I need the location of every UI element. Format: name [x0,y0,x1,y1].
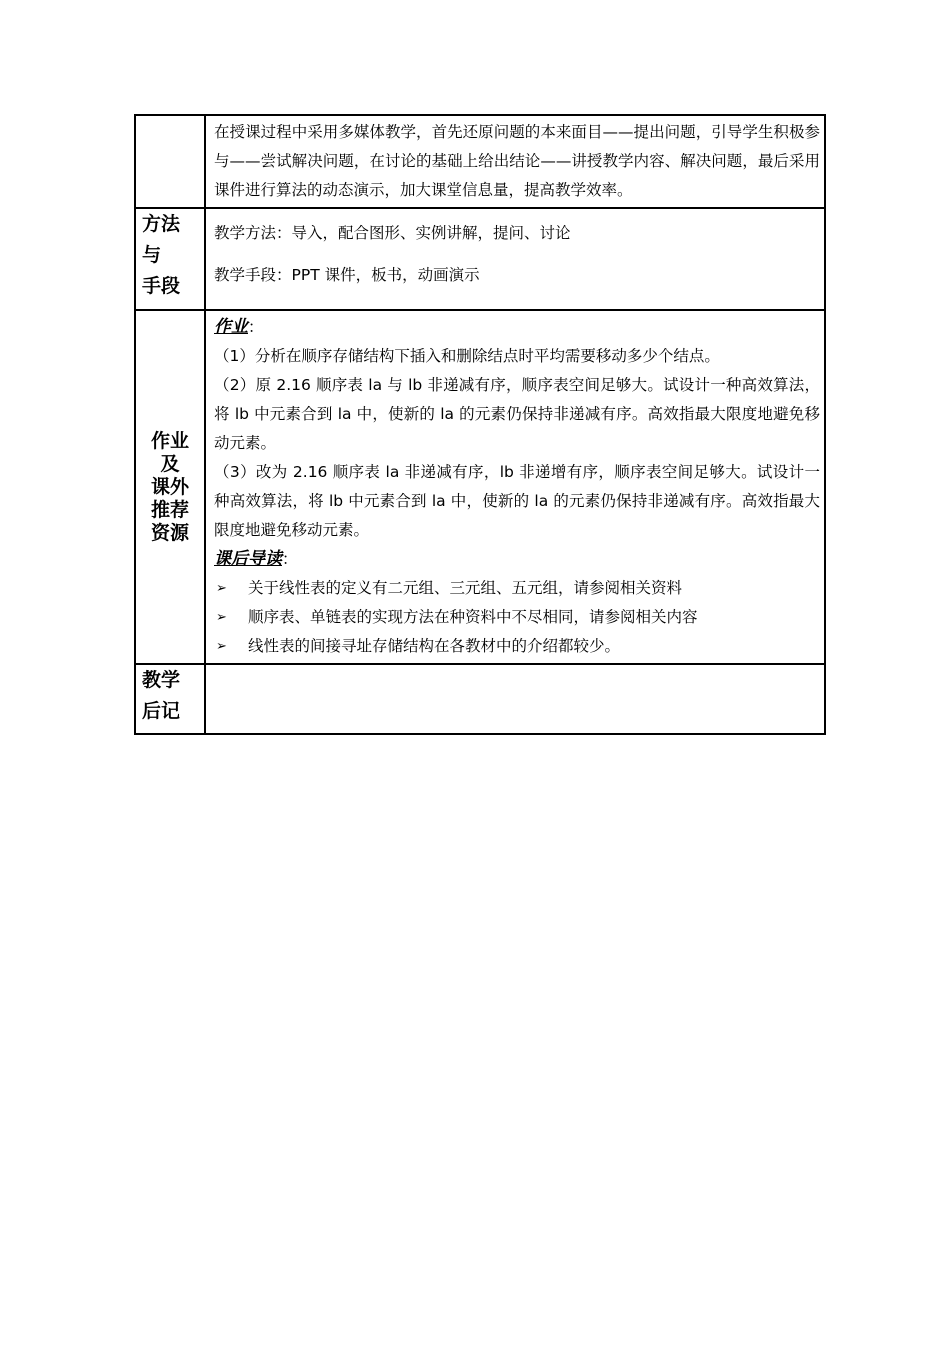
teaching-approach-row [135,115,825,208]
homework-row [135,310,825,664]
method-content [205,208,825,310]
method-label-line1: 方法 [142,213,181,235]
teaching-means-text: 教学手段：PPT 课件，板书，动画演示 [214,266,480,284]
teaching-approach-content [205,115,825,208]
homework-item-2: （2）原 2.16 顺序表 la 与 lb 非递减有序，顺序表空间足够大。试设计一种高效算法，将 lb 中元素合到 la 中，使新的 la 的元素仍保持非递减有序。高效指最大限度地避免移动元素。 [214,376,820,452]
homework-label-line3: 课外 [150,475,189,498]
homework-colon: ： [248,318,264,336]
reading-item [214,603,820,632]
method-label-line3: 手段 [142,275,181,297]
reading-item [214,632,820,661]
method-row [135,208,825,310]
homework-item-1: （1）分析在顺序存储结构下插入和删除结点时平均需要移动多少个结点。 [214,347,720,365]
homework-label-line1: 作业 [150,429,189,452]
reading-item [214,574,820,603]
method-label-line2: 与 [142,244,162,266]
lesson-plan-table [134,114,826,735]
homework-label [135,310,205,664]
postscript-label-line1: 教学 [142,669,181,691]
postscript-label-line2: 后记 [142,700,181,722]
reading-item-text: 关于线性表的定义有二元组、三元组、五元组，请参阅相关资料 [248,579,683,597]
reading-item-text: 线性表的间接寻址存储结构在各教材中的介绍都较少。 [248,637,621,655]
arrow-bullet-icon: ➢ [216,610,227,625]
teaching-approach-label [135,115,205,208]
arrow-bullet-icon: ➢ [216,581,227,596]
reading-item-text: 顺序表、单链表的实现方法在种资料中不尽相同，请参阅相关内容 [248,608,698,626]
reading-colon: ： [282,550,298,568]
homework-title: 作业 [214,317,248,337]
homework-item-3: （3）改为 2.16 顺序表 la 非递减有序，lb 非递增有序，顺序表空间足够大。试设计一种高效算法，将 lb 中元素合到 la 中，使新的 la 的元素仍保持非递减有序。高效指最大限度地避免移动元素。 [214,463,820,539]
teaching-approach-text: 在授课过程中采用多媒体教学，首先还原问题的本来面目——提出问题，引导学生积极参与——尝试解决问题，在讨论的基础上给出结论——讲授教学内容、解决问题，最后采用课件进行算法的动态演示，加大课堂信息量，提高教学效率。 [214,123,820,199]
reading-heading [214,545,820,574]
homework-heading [214,313,820,342]
postscript-row [135,664,825,734]
arrow-bullet-icon: ➢ [216,639,227,654]
reading-title: 课后导读 [214,549,282,569]
postscript-label [135,664,205,734]
reading-list [214,574,820,661]
homework-label-line5: 资源 [150,521,189,544]
postscript-content [205,664,825,734]
homework-label-line2: 及 [160,452,180,475]
teaching-method-text: 教学方法：导入，配合图形、实例讲解，提问、讨论 [214,224,571,242]
homework-label-line4: 推荐 [150,498,189,521]
method-label [135,208,205,310]
homework-content [205,310,825,664]
